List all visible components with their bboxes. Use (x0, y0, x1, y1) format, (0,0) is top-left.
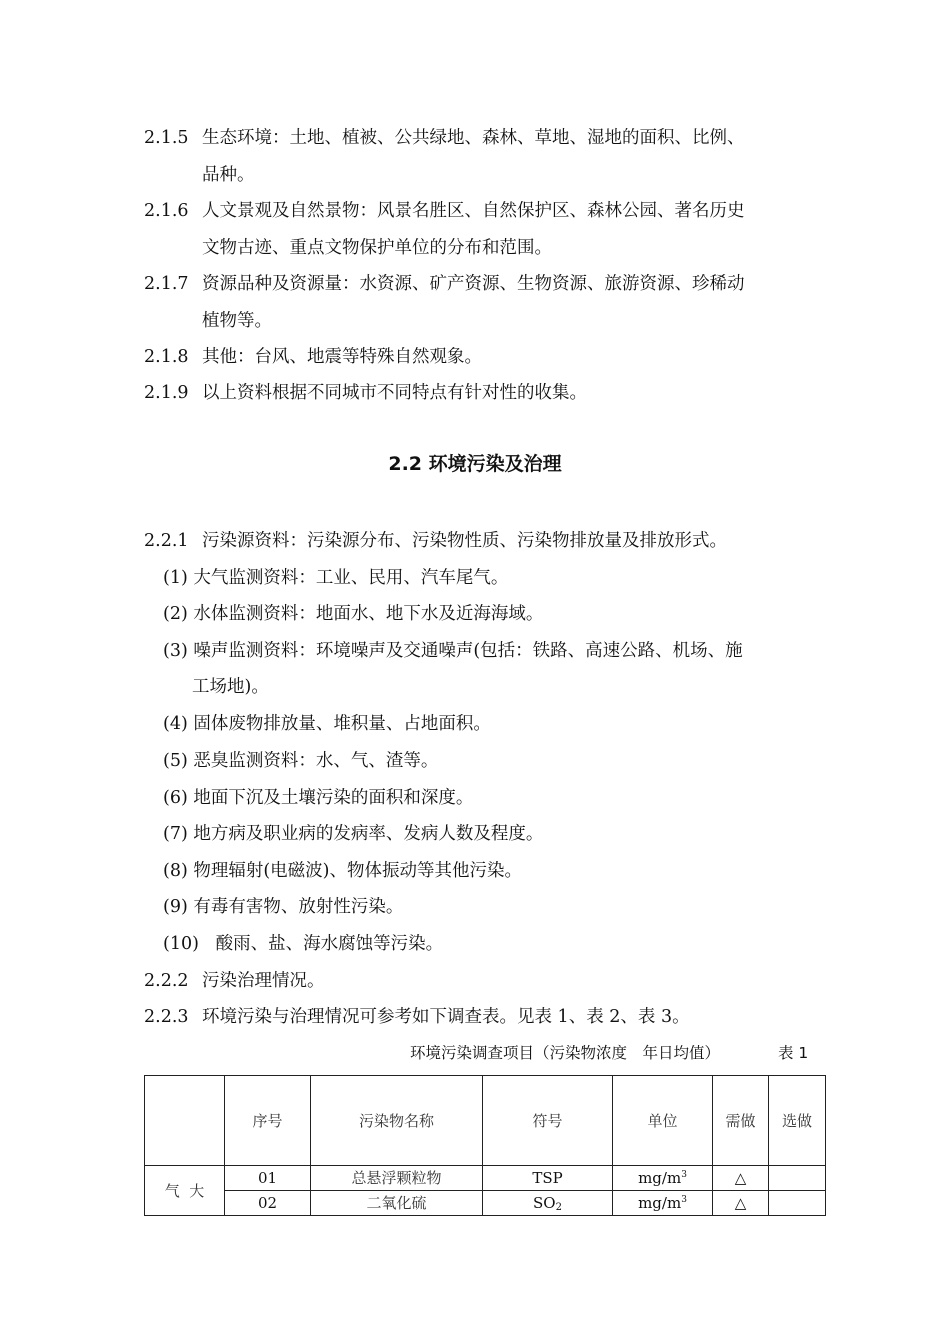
list-item-text: (6) 地面下沉及土壤污染的面积和深度。 (163, 788, 474, 808)
clause-text: 污染源资料：污染源分布、污染物性质、污染物排放量及排放形式。 (202, 531, 727, 551)
clause-text: 以上资料根据不同城市不同特点有针对性的收集。 (202, 383, 587, 403)
list-item-text: 工场地)。 (192, 677, 269, 697)
table-cell: △ (713, 1191, 769, 1216)
clause-text: 资源品种及资源量：水资源、矿产资源、生物资源、旅游资源、珍稀动 (202, 274, 745, 294)
list-item-text: (7) 地方病及职业病的发病率、发病人数及程度。 (163, 824, 544, 844)
clause-number: 2.2.3 (144, 1007, 189, 1027)
header-cell (145, 1076, 225, 1166)
header-cell: 序号 (225, 1076, 311, 1166)
clause-number: 2.1.9 (144, 383, 189, 403)
category-cell: 气 大 (145, 1166, 225, 1216)
table-cell (769, 1166, 826, 1191)
header-cell: 污染物名称 (311, 1076, 483, 1166)
table-cell (613, 1191, 713, 1216)
header-cell: 符号 (483, 1076, 613, 1166)
clause-text: 污染治理情况。 (202, 971, 325, 991)
clause-text: 生态环境：土地、植被、公共绿地、森林、草地、湿地的面积、比例、 (202, 128, 745, 148)
clause-number: 2.1.6 (144, 201, 189, 221)
list-item-text: (3) 噪声监测资料：环境噪声及交通噪声(包括：铁路、高速公路、机场、施 (163, 641, 743, 661)
table-cell: 01 (225, 1166, 311, 1191)
list-item-text: (10) 酸雨、盐、海水腐蚀等污染。 (163, 934, 444, 954)
list-item-text: (1) 大气监测资料：工业、民用、汽车尾气。 (163, 568, 509, 588)
table-cell (483, 1166, 613, 1191)
unit-text: mg/m (638, 1169, 682, 1187)
clause-number: 2.1.7 (144, 274, 189, 294)
table-row (145, 1166, 826, 1191)
table-header-row (145, 1076, 826, 1166)
clause-text: 品种。 (202, 165, 255, 185)
table-caption: 环境污染调查项目（污染物浓度 年日均值） (410, 1044, 721, 1062)
table-cell (769, 1191, 826, 1216)
list-item-text: (9) 有毒有害物、放射性污染。 (163, 897, 404, 917)
table-cell (613, 1166, 713, 1191)
pollution-survey-table (144, 1075, 826, 1216)
clause-text: 环境污染与治理情况可参考如下调查表。见表 1、表 2、表 3。 (202, 1007, 690, 1027)
section-heading: 2.2 环境污染及治理 (388, 453, 562, 475)
unit-superscript: 3 (681, 1170, 687, 1180)
list-item-text: (2) 水体监测资料：地面水、地下水及近海海域。 (163, 604, 544, 624)
symbol-text: SO (533, 1194, 556, 1212)
symbol-text: TSP (532, 1169, 563, 1187)
list-item-text: (4) 固体废物排放量、堆积量、占地面积。 (163, 714, 491, 734)
unit-superscript: 3 (681, 1195, 687, 1205)
unit-text: mg/m (638, 1194, 682, 1212)
table-cell: △ (713, 1166, 769, 1191)
header-cell: 选做 (769, 1076, 826, 1166)
header-cell: 需做 (713, 1076, 769, 1166)
table-number: 表 1 (778, 1044, 809, 1062)
header-cell: 单位 (613, 1076, 713, 1166)
list-item-text: (5) 恶臭监测资料：水、气、渣等。 (163, 751, 439, 771)
table-cell: 二氧化硫 (311, 1191, 483, 1216)
clause-number: 2.2.1 (144, 531, 189, 551)
clause-number: 2.2.2 (144, 971, 189, 991)
table-row (145, 1191, 826, 1216)
clause-number: 2.1.5 (144, 128, 189, 148)
clause-text: 植物等。 (202, 311, 272, 331)
table-cell: 02 (225, 1191, 311, 1216)
clause-text: 其他：台风、地震等特殊自然观象。 (202, 347, 482, 367)
clause-text: 文物古迹、重点文物保护单位的分布和范围。 (202, 238, 552, 258)
symbol-subscript: 2 (555, 1202, 562, 1213)
list-item-text: (8) 物理辐射(电磁波)、物体振动等其他污染。 (163, 861, 523, 881)
clause-number: 2.1.8 (144, 347, 189, 367)
clause-text: 人文景观及自然景物：风景名胜区、自然保护区、森林公园、著名历史 (202, 201, 745, 221)
table-cell (483, 1191, 613, 1216)
table-cell: 总悬浮颗粒物 (311, 1166, 483, 1191)
